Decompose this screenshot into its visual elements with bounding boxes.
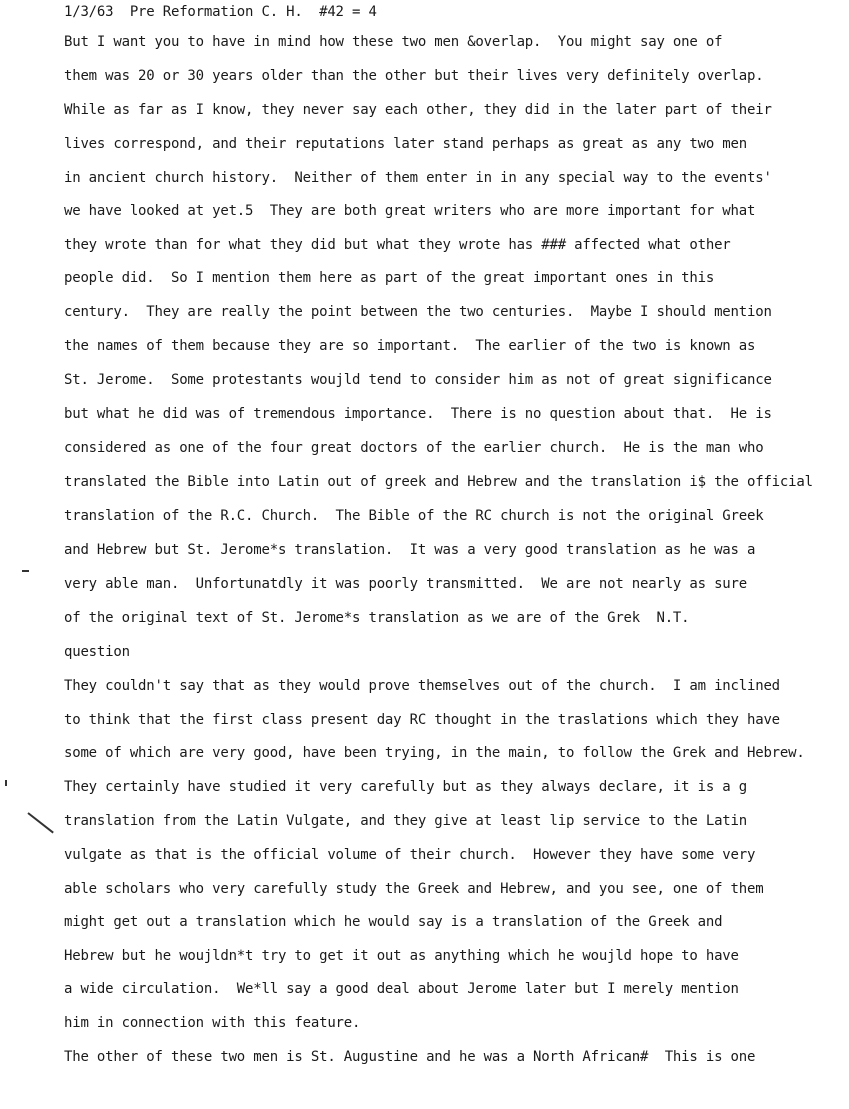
- page-header: 1/3/63 Pre Reformation C. H. #42 = 4: [64, 4, 377, 20]
- text-line: But I want you to have in mind how these two men &overlap. You might say one of: [64, 34, 723, 50]
- text-line: lives correspond, and their reputations later stand perhaps as great as any two men: [64, 136, 747, 152]
- text-line: They couldn't say that as they would prove themselves out of the church. I am inclined: [64, 678, 780, 694]
- text-line: but what he did was of tremendous importance. There is no question about that. He is: [64, 406, 772, 422]
- text-line: While as far as I know, they never say each other, they did in the later part of their: [64, 102, 772, 118]
- text-line: Hebrew but he woujldn*t try to get it out as anything which he woujld hope to have: [64, 948, 739, 964]
- text-line: and Hebrew but St. Jerome*s translation. It was a very good translation as he was a: [64, 542, 756, 558]
- text-line: the names of them because they are so important. The earlier of the two is known as: [64, 338, 756, 354]
- text-line: might get out a translation which he would say is a translation of the Greek and: [64, 914, 723, 930]
- margin-mark: [5, 780, 7, 786]
- text-line: translation of the R.C. Church. The Bible of the RC church is not the original Greek: [64, 508, 764, 524]
- text-line: vulgate as that is the official volume of their church. However they have some very: [64, 847, 756, 863]
- text-line: question: [64, 644, 130, 660]
- text-line: They certainly have studied it very carefully but as they always declare, it is a g: [64, 779, 747, 795]
- text-line: they wrote than for what they did but what they wrote has ### affected what other: [64, 237, 731, 253]
- text-line: of the original text of St. Jerome*s translation as we are of the Grek N.T.: [64, 610, 690, 626]
- text-line: to think that the first class present day RC thought in the traslations which they have: [64, 712, 780, 728]
- text-line: translated the Bible into Latin out of greek and Hebrew and the translation i$ the official: [64, 474, 813, 490]
- text-line: translation from the Latin Vulgate, and they give at least lip service to the Latin: [64, 813, 747, 829]
- text-line: we have looked at yet.5 They are both great writers who are more important for what: [64, 203, 756, 219]
- text-line: able scholars who very carefully study the Greek and Hebrew, and you see, one of them: [64, 881, 764, 897]
- text-line: a wide circulation. We*ll say a good deal about Jerome later but I merely mention: [64, 981, 739, 997]
- text-line: The other of these two men is St. Augustine and he was a North African# This is one: [64, 1049, 756, 1065]
- text-line: some of which are very good, have been trying, in the main, to follow the Grek and Hebrew.: [64, 745, 805, 761]
- text-line: very able man. Unfortunatdly it was poorly transmitted. We are not nearly as sure: [64, 576, 747, 592]
- text-line: considered as one of the four great doctors of the earlier church. He is the man who: [64, 440, 764, 456]
- text-line: in ancient church history. Neither of them enter in in any special way to the events': [64, 170, 772, 186]
- text-line: St. Jerome. Some protestants woujld tend to consider him as not of great significance: [64, 372, 772, 388]
- text-line: people did. So I mention them here as part of the great important ones in this: [64, 270, 715, 286]
- text-line: century. They are really the point between the two centuries. Maybe I should mention: [64, 304, 772, 320]
- margin-mark: [22, 570, 29, 572]
- text-line: him in connection with this feature.: [64, 1015, 361, 1031]
- margin-mark: [27, 812, 53, 833]
- text-line: them was 20 or 30 years older than the other but their lives very definitely overlap.: [64, 68, 764, 84]
